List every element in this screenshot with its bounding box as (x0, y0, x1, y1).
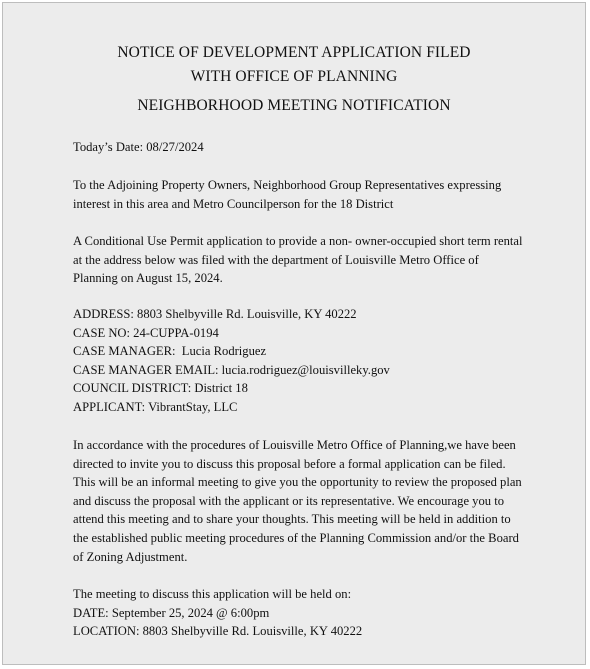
meeting-location: LOCATION: 8803 Shelbyville Rd. Louisville, KY 40222 (73, 624, 363, 639)
case-manager-email-field: CASE MANAGER EMAIL: lucia.rodriguez@louisvilleky.gov (73, 362, 390, 377)
accordance-paragraph (73, 436, 543, 566)
todays-date: Today’s Date: 08/27/2024 (73, 140, 204, 154)
case-number-field: CASE NO: 24-CUPPA-0194 (73, 325, 219, 340)
applicant-field: APPLICANT: VibrantStay, LLC (73, 399, 238, 414)
addressee-line: To the Adjoining Property Owners, Neighborhood Group Representatives expressing (73, 178, 502, 192)
todays-date-section (73, 138, 543, 157)
accordance-line: directed to invite you to discuss this proposal before a formal application can be filed. (73, 456, 506, 471)
accordance-line: attend this meeting and to share your thoughts. This meeting will be held in addition to (73, 512, 511, 527)
notice-title-line-2: WITH OFFICE OF PLANNING (190, 68, 398, 85)
addressee-line: interest in this area and Metro Councilperson for the 18 District (73, 196, 394, 211)
meeting-info (73, 585, 543, 641)
case-manager-field: CASE MANAGER: Lucia Rodriguez (73, 344, 267, 359)
case-details (73, 305, 543, 417)
permit-line: at the address below was filed with the department of Louisville Metro Office of (73, 252, 479, 267)
notice-subtitle: NEIGHBORHOOD MEETING NOTIFICATION (137, 97, 451, 114)
addressee-paragraph (73, 176, 543, 213)
accordance-line: and discuss the proposal with the applicant or its representative. We encourage you to (73, 493, 505, 508)
notice-document (2, 2, 586, 665)
meeting-intro: The meeting to discuss this application will be held on: (73, 587, 352, 601)
permit-line: A Conditional Use Permit application to provide a non- owner-occupied short term rental (73, 234, 523, 248)
accordance-line: In accordance with the procedures of Louisville Metro Office of Planning,we have been (73, 438, 516, 452)
permit-paragraph (73, 232, 543, 288)
accordance-line: the established public meeting procedures of the Planning Commission and/or the Board (73, 530, 519, 545)
council-district-field: COUNCIL DISTRICT: District 18 (73, 381, 248, 396)
notice-title-line-1: NOTICE OF DEVELOPMENT APPLICATION FILED (117, 44, 471, 61)
meeting-date: DATE: September 25, 2024 @ 6:00pm (73, 605, 270, 620)
permit-line: Planning on August 15, 2024. (73, 271, 223, 286)
accordance-line: This will be an informal meeting to give you the opportunity to review the proposed plan (73, 475, 522, 490)
accordance-line: of Zoning Adjustment. (73, 549, 188, 564)
address-field: ADDRESS: 8803 Shelbyville Rd. Louisville, KY 40222 (73, 307, 357, 321)
